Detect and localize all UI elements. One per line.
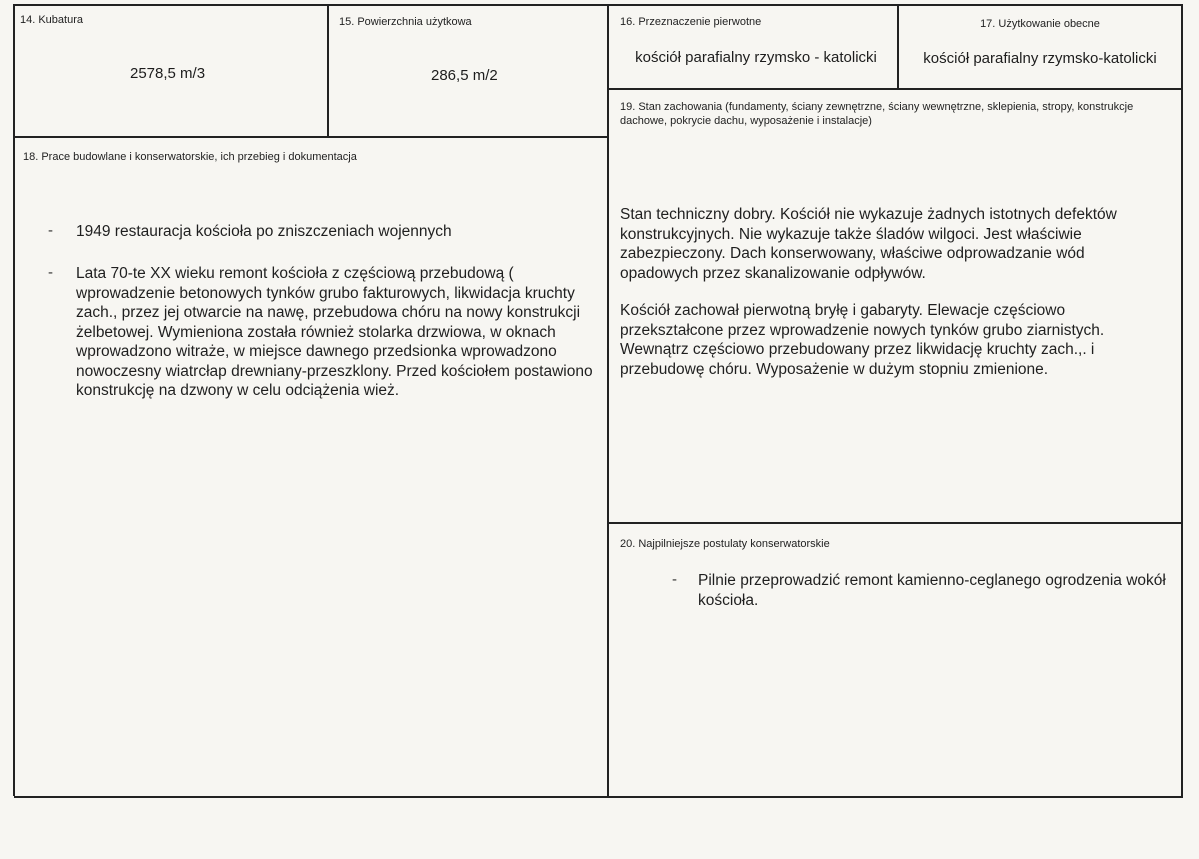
divider-14-15 [327, 4, 329, 138]
top-border [14, 4, 1183, 6]
list-dash: - [48, 222, 53, 239]
field-15-label: 15. Powierzchnia użytkowa [339, 16, 472, 28]
field-19-text [620, 205, 1165, 379]
field-17-label: 17. Użytkowanie obecne [980, 18, 1100, 30]
divider-16-17 [897, 4, 899, 90]
divider-row1-left [14, 136, 609, 138]
field-14-value: 2578,5 m/3 [130, 65, 206, 82]
divider-main-vertical [607, 4, 609, 797]
field-19-paragraph-1: Stan techniczny dobry. Kościół nie wykazuje żadnych istotnych defektów konstrukcyjnych. Nie wykazuje także śladów wilgoci. Jest właściwie zabezpieczony. Dach konserwowany, właściwe odprowadzanie wód opadowych przez skanalizowanie odpływów. [620, 206, 1117, 282]
field-20-item-1: Pilnie przeprowadzić remont kamienno-ceglanego ogrodzenia wokół kościoła. [698, 572, 1166, 609]
bottom-border [14, 796, 1183, 798]
list-dash: - [48, 264, 53, 281]
field-17-value: kościół parafialny rzymsko-katolicki [923, 50, 1157, 67]
field-18-item-2: Lata 70-te XX wieku remont kościoła z częściową przebudową ( wprowadzenie betonowych tynków grubo fakturowych, likwidacja kruchty zach., przez jej otwarcie na nawę, przebudowa chóru na nowy konstrukcji żelbetowej. Wymieniona została również stolarka drzwiowa, w oknach wprowadzono witraże, w miejsce dawnego przedsionka wprowadzono nowoczesny wiatrcłap drewniany-przeszklony. Przed kościołem postawiono konstrukcję na dzwony w celu odciążenia wież. [76, 265, 593, 399]
field-19-label: 19. Stan zachowania (fundamenty, ściany zewnętrzne, ściany wewnętrzne, sklepienia, stropy, konstrukcje dachowe, pokrycie dachu, wyposażenie i instalacje) [620, 101, 1134, 127]
left-border [13, 4, 15, 796]
field-16-value: kościół parafialny rzymsko - katolicki [635, 49, 877, 66]
field-20-label: 20. Najpilniejsze postulaty konserwatorskie [620, 538, 830, 550]
divider-19-20 [608, 522, 1183, 524]
list-dash: - [672, 571, 677, 588]
field-16-label: 16. Przeznaczenie pierwotne [620, 16, 762, 28]
field-14-label: 14. Kubatura [20, 14, 83, 26]
right-border [1181, 4, 1183, 798]
field-18-label: 18. Prace budowlane i konserwatorskie, ich przebieg i dokumentacja [23, 151, 357, 163]
field-19-paragraph-2: Kościół zachował pierwotną bryłę i gabaryty. Elewacje częściowo przekształcone przez wprowadzenie nowych tynków grubo ziarnistych. Wewnątrz częściowo przebudowany przez likwidację kruchty zach.,. i przebudowę chóru. Wyposażenie w dużym stopniu zmienione. [620, 302, 1105, 378]
field-18-item-1: 1949 restauracja kościoła po zniszczeniach wojennych [76, 223, 452, 240]
divider-row1-right [608, 88, 1183, 90]
field-15-value: 286,5 m/2 [431, 67, 498, 84]
